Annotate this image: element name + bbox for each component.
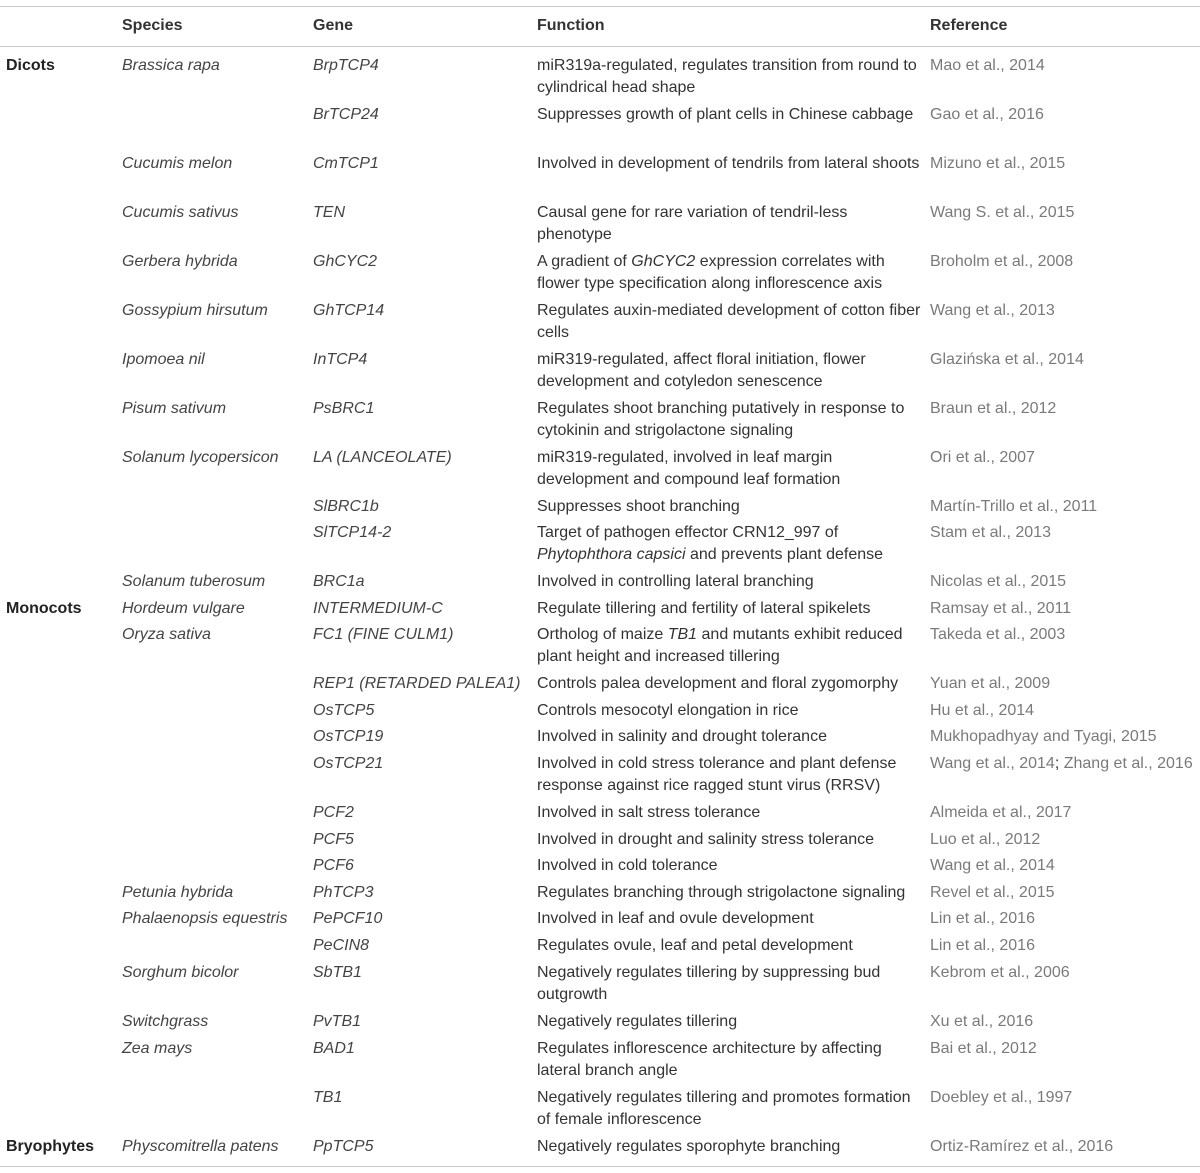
reference-link[interactable]: Mukhopadhyay and Tyagi, 2015: [930, 728, 1157, 745]
gene-cell: OsTCP5: [313, 702, 375, 719]
species-cell: Cucumis melon: [122, 155, 233, 172]
function-cell: Negatively regulates tillering and promotes formation of female inflorescence: [537, 1089, 911, 1128]
reference-link[interactable]: Wang et al., 2014: [930, 857, 1055, 874]
gene-cell: BrTCP24: [313, 106, 379, 123]
function-cell: Negatively regulates tillering by suppressing bud outgrowth: [537, 964, 881, 1003]
reference-link[interactable]: Wang et al., 2014: [930, 755, 1055, 772]
gene-cell: OsTCP21: [313, 755, 384, 772]
gene-cell: PCF5: [313, 831, 354, 848]
gene-cell: LA (LANCEOLATE): [313, 449, 452, 466]
species-cell: Gerbera hybrida: [122, 253, 238, 270]
gene-cell: FC1 (FINE CULM1): [313, 626, 454, 643]
gene-cell: OsTCP19: [313, 728, 384, 745]
gene-cell: TB1: [313, 1089, 343, 1106]
function-cell: miR319a-regulated, regulates transition from round to cylindrical head shape: [537, 57, 917, 96]
function-cell: Involved in leaf and ovule development: [537, 910, 814, 927]
reference-link[interactable]: Ori et al., 2007: [930, 449, 1035, 466]
reference-link[interactable]: Kebrom et al., 2006: [930, 964, 1070, 981]
reference-cell: [930, 753, 1200, 775]
reference-link[interactable]: Yuan et al., 2009: [930, 675, 1051, 692]
function-cell: Suppresses growth of plant cells in Chinese cabbage: [537, 106, 914, 123]
function-cell: miR319-regulated, involved in leaf margin development and compound leaf formation: [537, 449, 841, 488]
reference-link[interactable]: Martín-Trillo et al., 2011: [930, 498, 1098, 515]
header-gene: Gene: [313, 17, 354, 34]
function-cell: [537, 251, 922, 295]
reference-link[interactable]: Mizuno et al., 2015: [930, 155, 1066, 172]
gene-cell: BRC1a: [313, 573, 365, 590]
gene-cell: BrpTCP4: [313, 57, 379, 74]
function-cell: Involved in development of tendrils from lateral shoots: [537, 155, 920, 172]
gene-cell: GhCYC2: [313, 253, 378, 270]
header-rule: [0, 46, 1200, 47]
reference-link[interactable]: Wang S. et al., 2015: [930, 204, 1075, 221]
gene-cell: PvTB1: [313, 1013, 362, 1030]
gene-cell: SlBRC1b: [313, 498, 379, 515]
gene-cell: InTCP4: [313, 351, 368, 368]
reference-link[interactable]: Broholm et al., 2008: [930, 253, 1074, 270]
function-cell: Regulates inflorescence architecture by affecting lateral branch angle: [537, 1040, 882, 1079]
gene-cell: PCF2: [313, 804, 354, 821]
reference-link[interactable]: Luo et al., 2012: [930, 831, 1041, 848]
species-cell: Physcomitrella patens: [122, 1138, 279, 1155]
function-cell: Regulates ovule, leaf and petal development: [537, 937, 853, 954]
reference-link[interactable]: Glazińska et al., 2014: [930, 351, 1084, 368]
function-cell: Involved in cold tolerance: [537, 857, 718, 874]
function-italic-text: TB1: [667, 626, 698, 643]
gene-cell: REP1 (RETARDED PALEA1): [313, 675, 521, 692]
function-cell: miR319-regulated, affect floral initiation, flower development and cotyledon senescence: [537, 351, 866, 390]
reference-link[interactable]: Takeda et al., 2003: [930, 626, 1066, 643]
reference-link[interactable]: Revel et al., 2015: [930, 884, 1055, 901]
species-cell: Oryza sativa: [122, 626, 211, 643]
gene-cell: PePCF10: [313, 910, 383, 927]
header-function: Function: [537, 17, 605, 34]
function-cell: Regulates branching through strigolactone signaling: [537, 884, 906, 901]
species-cell: Petunia hybrida: [122, 884, 234, 901]
reference-link[interactable]: Nicolas et al., 2015: [930, 573, 1067, 590]
function-cell: Regulates shoot branching putatively in response to cytokinin and strigolactone signaling: [537, 400, 905, 439]
species-cell: Gossypium hirsutum: [122, 302, 268, 319]
table-bottom-rule: [0, 1166, 1200, 1167]
gene-cell: TEN: [313, 204, 345, 221]
function-cell: Controls mesocotyl elongation in rice: [537, 702, 799, 719]
function-cell: Involved in controlling lateral branching: [537, 573, 814, 590]
function-text: and prevents plant defense: [685, 546, 884, 563]
group-cell: Monocots: [6, 600, 82, 617]
function-text: A gradient of: [537, 253, 632, 270]
reference-link[interactable]: Bai et al., 2012: [930, 1040, 1037, 1057]
gene-cell: GhTCP14: [313, 302, 385, 319]
gene-cell: INTERMEDIUM-C: [313, 600, 443, 617]
table-top-rule: [0, 6, 1200, 7]
function-cell: Regulates auxin-mediated development of cotton fiber cells: [537, 302, 921, 341]
species-cell: Switchgrass: [122, 1013, 209, 1030]
function-text: Target of pathogen effector CRN12_997 of: [537, 524, 839, 541]
reference-link[interactable]: Gao et al., 2016: [930, 106, 1044, 123]
species-cell: Zea mays: [122, 1040, 193, 1057]
species-cell: Pisum sativum: [122, 400, 227, 417]
function-cell: Causal gene for rare variation of tendril-less phenotype: [537, 204, 848, 243]
function-cell: Involved in cold stress tolerance and plant defense response against rice ragged stunt virus (RRSV): [537, 755, 897, 794]
function-italic-text: Phytophthora capsici: [537, 546, 686, 563]
gene-cell: SlTCP14-2: [313, 524, 392, 541]
function-italic-text: GhCYC2: [631, 253, 696, 270]
reference-link[interactable]: Braun et al., 2012: [930, 400, 1057, 417]
gene-cell: SbTB1: [313, 964, 362, 981]
function-cell: Controls palea development and floral zygomorphy: [537, 675, 899, 692]
species-cell: Ipomoea nil: [122, 351, 205, 368]
gene-cell: PCF6: [313, 857, 354, 874]
function-cell: Negatively regulates tillering: [537, 1013, 738, 1030]
reference-link[interactable]: Doebley et al., 1997: [930, 1089, 1073, 1106]
reference-link[interactable]: Mao et al., 2014: [930, 57, 1045, 74]
function-text: and mutants exhibit reduced plant height and increased tillering: [537, 626, 903, 665]
reference-link[interactable]: Lin et al., 2016: [930, 937, 1035, 954]
reference-link[interactable]: Xu et al., 2016: [930, 1013, 1034, 1030]
header-species: Species: [122, 17, 183, 34]
reference-link[interactable]: Wang et al., 2013: [930, 302, 1055, 319]
gene-cell: PpTCP5: [313, 1138, 374, 1155]
reference-link[interactable]: Ortiz-Ramírez et al., 2016: [930, 1138, 1114, 1155]
species-cell: Hordeum vulgare: [122, 600, 245, 617]
reference-link[interactable]: Almeida et al., 2017: [930, 804, 1072, 821]
reference-link[interactable]: Ramsay et al., 2011: [930, 600, 1072, 617]
gene-cell: BAD1: [313, 1040, 355, 1057]
group-cell: Bryophytes: [6, 1138, 95, 1155]
gene-cell: CmTCP1: [313, 155, 379, 172]
species-cell: Phalaenopsis equestris: [122, 910, 288, 927]
species-cell: Sorghum bicolor: [122, 964, 239, 981]
function-cell: Involved in salinity and drought tolerance: [537, 728, 827, 745]
function-cell: Suppresses shoot branching: [537, 498, 740, 515]
header-reference: Reference: [930, 17, 1008, 34]
species-cell: Cucumis sativus: [122, 204, 239, 221]
species-cell: Brassica rapa: [122, 57, 220, 74]
reference-link[interactable]: Zhang et al., 2016: [1059, 755, 1193, 772]
function-cell: Involved in salt stress tolerance: [537, 804, 761, 821]
function-cell: Involved in drought and salinity stress tolerance: [537, 831, 875, 848]
reference-link[interactable]: Hu et al., 2014: [930, 702, 1035, 719]
function-cell: Negatively regulates sporophyte branching: [537, 1138, 841, 1155]
group-cell: Dicots: [6, 57, 55, 74]
function-cell: Regulate tillering and fertility of lateral spikelets: [537, 600, 871, 617]
species-cell: Solanum tuberosum: [122, 573, 266, 590]
function-cell: [537, 624, 922, 668]
reference-link[interactable]: Lin et al., 2016: [930, 910, 1035, 927]
reference-separator: ;: [1054, 755, 1060, 772]
gene-cell: PhTCP3: [313, 884, 374, 901]
species-cell: Solanum lycopersicon: [122, 449, 279, 466]
function-text: expression correlates with flower type specification along inflorescence axis: [537, 253, 885, 292]
function-cell: [537, 522, 922, 566]
gene-cell: PsBRC1: [313, 400, 375, 417]
reference-link[interactable]: Stam et al., 2013: [930, 524, 1051, 541]
function-text: Ortholog of maize: [537, 626, 668, 643]
gene-cell: PeCIN8: [313, 937, 370, 954]
